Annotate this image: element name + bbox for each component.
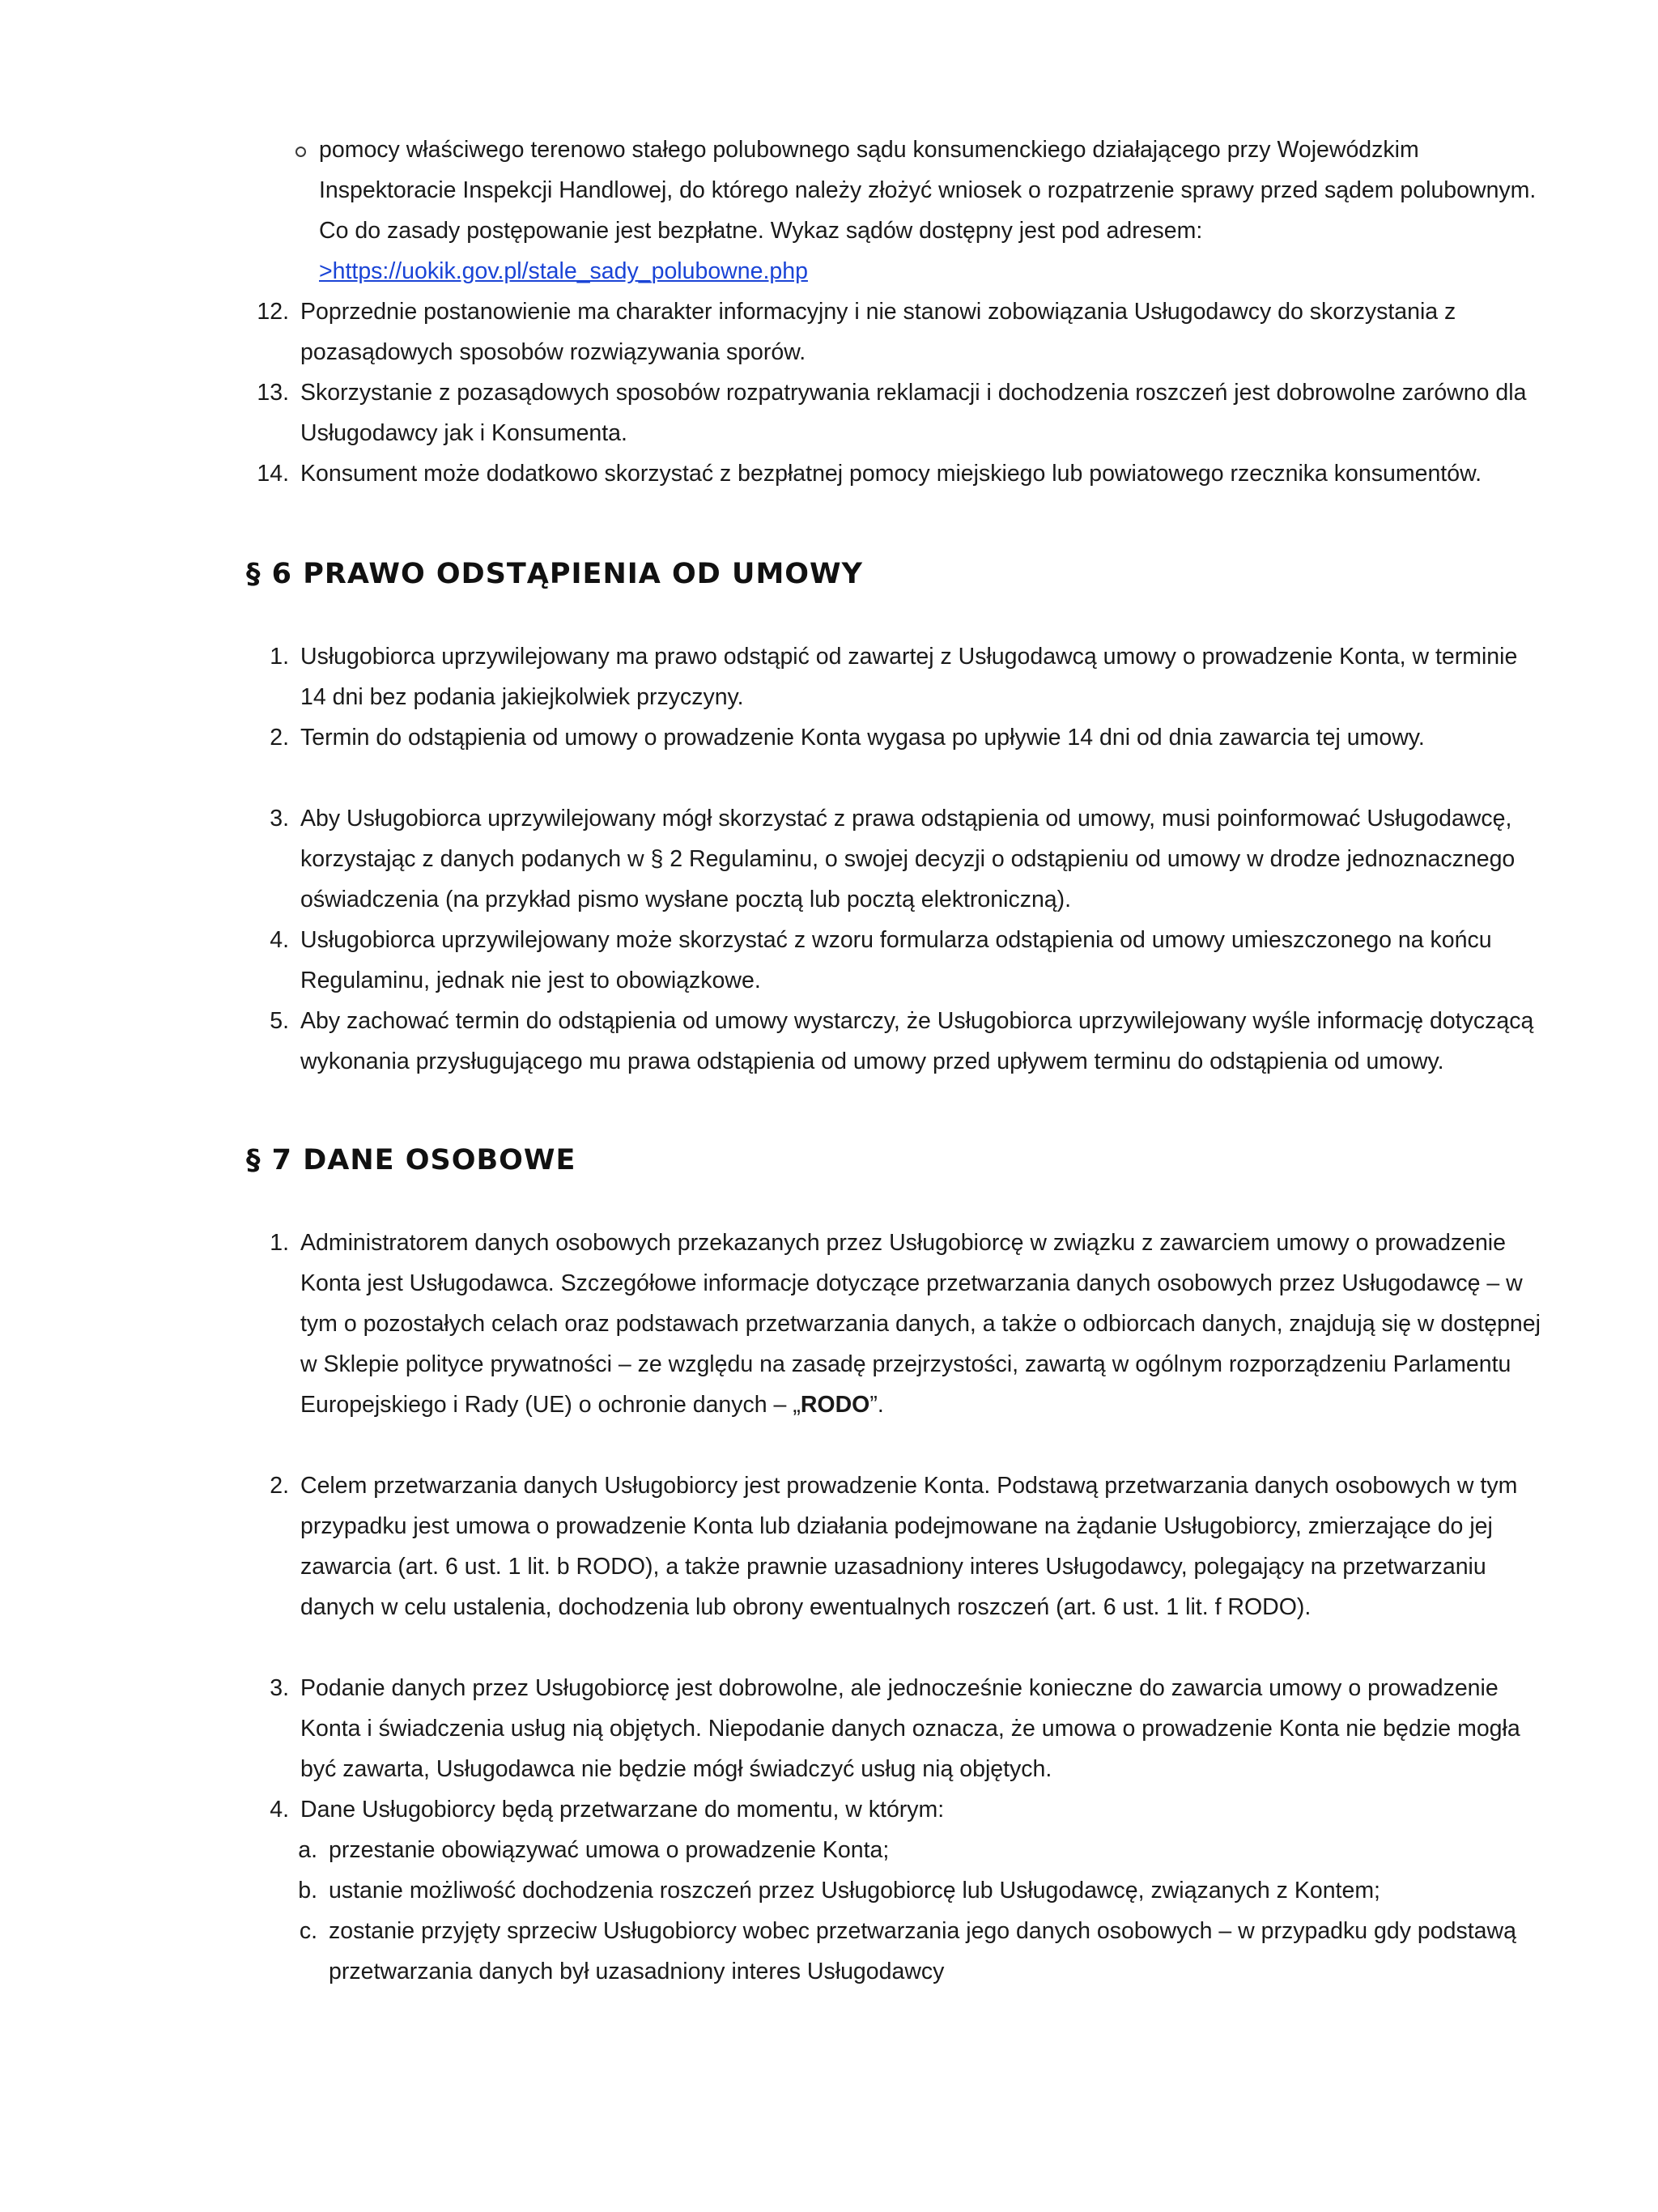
- rodo-abbreviation: RODO: [800, 1392, 870, 1418]
- list-item: [0, 372, 1658, 453]
- circle-bullet-icon: [295, 147, 306, 157]
- list-item: [0, 717, 1658, 758]
- section-7-heading: § 7 DANE OSOBOWE: [246, 1144, 576, 1176]
- list-item-text: Aby zachować termin do odstąpienia od umowy wystarczy, że Usługobiorca uprzywilejowany wyśle informację dotyczącą wykonania przysługującego mu prawa odstąpienia od umowy przed upływem terminu do odstąpienia od umowy.: [300, 1008, 1534, 1074]
- list-item-text: Usługobiorca uprzywilejowany ma prawo odstąpić od zawartej z Usługodawcą umowy o prowadzenie Konta, w terminie 14 dni bez podania jakiejkolwiek przyczyny.: [300, 644, 1518, 710]
- list-number: 14.: [257, 461, 289, 487]
- list-number: 3.: [270, 806, 289, 832]
- list-item-text: Termin do odstąpienia od umowy o prowadzenie Konta wygasa po upływie 14 dni od dnia zawarcia tej umowy.: [300, 725, 1425, 751]
- list-item-text: Skorzystanie z pozasądowych sposobów rozpatrywania reklamacji i dochodzenia roszczeń jest dobrowolne zarówno dla Usługodawcy jak i Konsumenta.: [300, 380, 1527, 446]
- list-item-text: Konsument może dodatkowo skorzystać z bezpłatnej pomocy miejskiego lub powiatowego rzecznika konsumentów.: [300, 461, 1482, 487]
- circle-bullet-item: [0, 130, 1658, 291]
- list-number: 3.: [270, 1675, 289, 1701]
- sub-list-letter: b.: [298, 1878, 317, 1904]
- list-item-text: Dane Usługobiorcy będą przetwarzane do momentu, w którym:: [300, 1797, 945, 1823]
- list-item-text: Aby Usługobiorca uprzywilejowany mógł skorzystać z prawa odstąpienia od umowy, musi poinformować Usługodawcę, korzystając z danych podanych w § 2 Regulaminu, o swojej decyzji o odstąpieniu od umowy w drodze jednoznacznego oświadczenia (na przykład pismo wysłane pocztą lub pocztą elektroniczną).: [300, 806, 1516, 912]
- list-number: 4.: [270, 1797, 289, 1823]
- list-item: [0, 798, 1658, 920]
- list-item: [0, 1465, 1658, 1627]
- list-number: 13.: [257, 380, 289, 406]
- list-item: [0, 920, 1658, 1001]
- list-item-text: Usługobiorca uprzywilejowany może skorzystać z wzoru formularza odstąpienia od umowy umieszczonego na końcu Regulaminu, jednak nie jest to obowiązkowe.: [300, 927, 1492, 993]
- sub-list-item-text: ustanie możliwość dochodzenia roszczeń przez Usługobiorcę lub Usługodawcę, związanych z Kontem;: [329, 1878, 1380, 1904]
- list-item-text: Administratorem danych osobowych przekazanych przez Usługobiorcę w związku z zawarciem umowy o prowadzenie Konta jest Usługodawca. Szczegółowe informacje dotyczące przetwarzania danych osobowych przez Usługodawcę – w tym o pozostałych celach oraz podstawach przetwarzania danych, a także o odbiorcach danych, znajdują się w dostępnej w Sklepie polityce prywatności – ze względu na zasadę przejrzystości, zawartą w ogólnym rozporządzeniu Parlamentu Europejskiego i Rady (UE) o ochronie danych – „RODO”.: [300, 1230, 1541, 1418]
- list-number: 5.: [270, 1008, 289, 1034]
- sub-list-letter: c.: [299, 1918, 317, 1944]
- list-number: 1.: [270, 644, 289, 670]
- list-item-text: Poprzednie postanowienie ma charakter informacyjny i nie stanowi zobowiązania Usługodawcy do skorzystania z pozasądowych sposobów rozwiązywania sporów.: [300, 299, 1456, 365]
- sub-list-item-text: zostanie przyjęty sprzeciw Usługobiorcy wobec przetwarzania jego danych osobowych – w przypadku gdy podstawą przetwarzania danych był uzasadniony interes Usługodawcy: [329, 1918, 1516, 1984]
- list-number: 1.: [270, 1230, 289, 1256]
- list-item: [0, 1789, 1658, 1830]
- sub-list-item: [0, 1830, 1658, 1870]
- bullet-text: pomocy właściwego terenowo stałego polubownego sądu konsumenckiego działającego przy Wojewódzkim Inspektoracie Inspekcji Handlowej, do którego należy złożyć wniosek o rozpatrzenie sprawy przed sądem polubownym. Co do zasady postępowanie jest bezpłatne. Wykaz sądów dostępny jest pod adresem:: [319, 137, 1537, 244]
- uokik-link[interactable]: >https://uokik.gov.pl/stale_sady_polubowne.php: [319, 258, 808, 284]
- list-item-text: Celem przetwarzania danych Usługobiorcy jest prowadzenie Konta. Podstawą przetwarzania danych osobowych w tym przypadku jest umowa o prowadzenie Konta lub działania podejmowane na żądanie Usługobiorcy, zmierzające do jej zawarcia (art. 6 ust. 1 lit. b RODO), a także prawnie uzasadniony interes Usługodawcy, polegający na przetwarzaniu danych w celu ustalenia, dochodzenia lub obrony ewentualnych roszczeń (art. 6 ust. 1 lit. f RODO).: [300, 1473, 1518, 1620]
- list-item: [0, 1001, 1658, 1082]
- list-item: [0, 291, 1658, 372]
- sub-list-item-text: przestanie obowiązywać umowa o prowadzenie Konta;: [329, 1837, 890, 1863]
- list-number: 4.: [270, 927, 289, 953]
- list-number: 2.: [270, 725, 289, 751]
- list-item: [0, 453, 1658, 494]
- list-item: [0, 1223, 1658, 1425]
- list-item: [0, 636, 1658, 717]
- sub-list-letter: a.: [298, 1837, 317, 1863]
- section-6-heading: § 6 PRAWO ODSTĄPIENIA OD UMOWY: [246, 558, 863, 590]
- sub-list-item: [0, 1870, 1658, 1911]
- list-number: 2.: [270, 1473, 289, 1499]
- list-number: 12.: [257, 299, 289, 325]
- sub-list-item: [0, 1911, 1658, 1992]
- list-item-text: Podanie danych przez Usługobiorcę jest dobrowolne, ale jednocześnie konieczne do zawarcia umowy o prowadzenie Konta i świadczenia usług nią objętych. Niepodanie danych oznacza, że umowa o prowadzenie Konta nie będzie mogła być zawarta, Usługodawca nie będzie mógł świadczyć usług nią objętych.: [300, 1675, 1520, 1782]
- list-item: [0, 1668, 1658, 1789]
